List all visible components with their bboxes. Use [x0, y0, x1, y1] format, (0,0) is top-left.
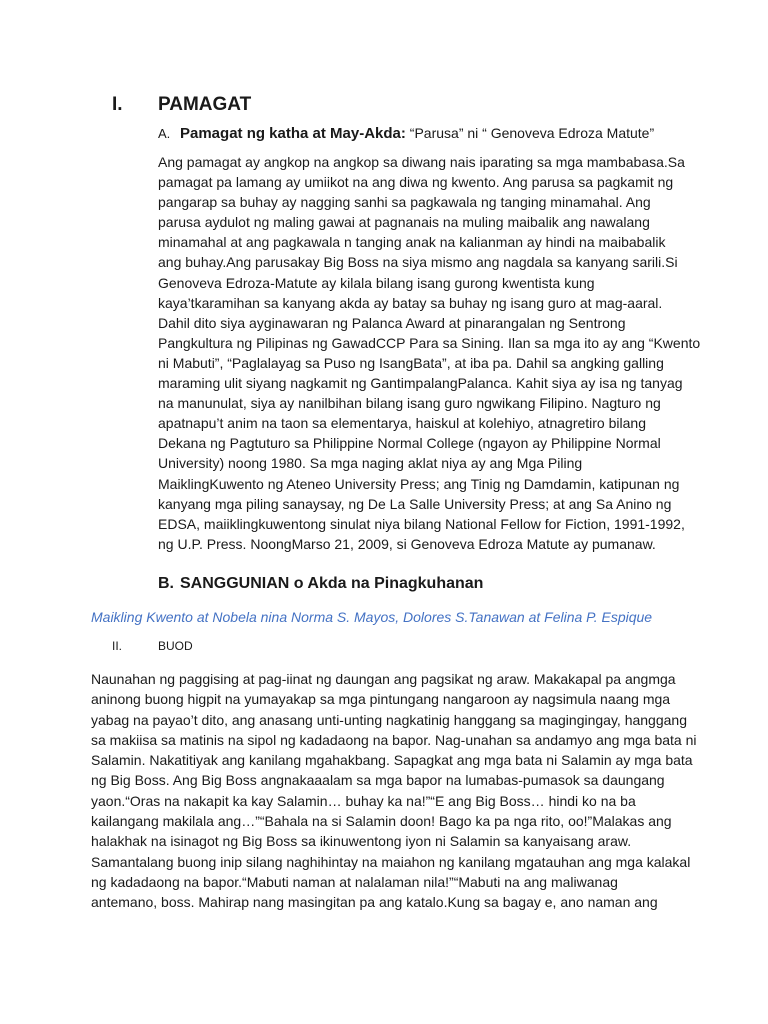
text-line: apatnapu’t anim na taon sa elementarya, haiskul at kolehiyo, atnagretiro bilang: [158, 415, 646, 432]
text-line: pamagat pa lamang ay umiikot na ang diwa ng kwento. Ang parusa sa pagkamit ng: [158, 174, 674, 191]
subsection-a: [158, 125, 654, 142]
text-line: na manunulat, siya ay nanilbihan bilang isang guro ngwikang Filipino. Nagturo ng: [158, 395, 661, 412]
text-line: Dahil dito siya ayginawaran ng Palanca Award at pinarangalan ng Sentrong: [158, 314, 626, 331]
text-line: ng Big Boss. Ang Big Boss angnakaaalam sa mga bapor na lumabas-pumasok sa daungang: [91, 772, 665, 789]
text-line: MaiklingKuwento ng Ateneo University Press; ang Tinig ng Damdamin, katipunan ng: [158, 475, 680, 492]
paragraph-buod: [91, 669, 697, 913]
text-line: Genoveva Edroza-Matute ay kilala bilang isang gurong kwentista kung: [158, 274, 595, 291]
paragraph-pamagat: [158, 152, 701, 554]
section-number: I.: [112, 94, 123, 115]
text-line: ng kadadaong na bapor.“Mabuti naman at nalalaman nila!”“Mabuti na ang maliwanag: [91, 873, 618, 890]
subsection-value: “Parusa” ni “ Genoveva Edroza Matute”: [409, 125, 655, 141]
subsection-label: Pamagat ng katha at May-Akda:: [180, 125, 406, 142]
text-line: kailangang makilala ang…”“Bahala na si Salamin doon! Bago ka pa nga rito, oo!”Malakas ang: [91, 813, 672, 830]
text-line: aninong buong higpit na yumayakap sa mga pintungang nangaroon ay nagsimula naang mga: [91, 691, 671, 708]
text-line: ng U.P. Press. NoongMarso 21, 2009, si Genoveva Edroza Matute ay pumanaw.: [158, 535, 656, 552]
text-line: ni Mabuti”, “Paglalayag sa Puso ng IsangBata”, at iba pa. Dahil sa angking galling: [158, 354, 664, 371]
section-heading-b: [158, 575, 483, 593]
text-line: Samantalang buong inip silang naghihintay na maiahon ng kanilang mgatauhan ang mga kalakal: [91, 853, 691, 870]
text-line: University) noong 1980. Sa mga naging aklat niya ay ang Mga Piling: [158, 455, 583, 472]
section-title: BUOD: [158, 639, 193, 653]
text-line: minamahal at ang pagkawala n tanging anak na kalianman ay hindi na maibabalik: [158, 234, 666, 251]
text-line: kanyang mga piling sanaysay, ng De La Salle University Press; at ang Sa Anino ng: [158, 495, 672, 512]
text-line: ang buhay.Ang parusakay Big Boss na siya mismo ang nagdala sa kanyang sarili.Si: [158, 254, 678, 271]
text-line: yabag na payao’t dito, ang anasang unti-unting nagkatinig hanggang sa magingingay, hanggang: [91, 711, 687, 728]
text-line: Salamin. Nakatitiyak ang kanilang mgahakbang. Sapagkat ang mga bata ni Salamin ay mga bata: [91, 752, 693, 769]
text-line: halakhak na isinagot ng Big Boss sa ikinuwentong iyon ni Salamin sa kanyaisang araw.: [91, 833, 632, 850]
section-number: II.: [112, 639, 123, 653]
text-line: EDSA, maiiklingkuwentong sinulat niya bilang National Fellow for Fiction, 1991-1992,: [158, 515, 685, 532]
text-line: Ang pamagat ay angkop na angkop sa diwang nais iparating sa mga mambabasa.Sa: [158, 154, 685, 170]
text-line: kaya’tkaramihan sa kanyang akda ay batay sa buhay ng isang guro at mag-aaral.: [158, 294, 663, 311]
section-title: SANGGUNIAN o Akda na Pinagkuhanan: [180, 575, 484, 592]
text-line: maraming ulit siyang nagkamit ng GantimpalangPalanca. Kahit siya ay isa ng tanyag: [158, 375, 683, 392]
text-line: yaon.“Oras na nakapit ka kay Salamin… buhay ka na!”“E ang Big Boss… hindi ko na ba: [91, 792, 636, 809]
text-line: pangarap sa buhay ay nagging sanhi sa pagkawala ng tanging minamahal. Ang: [158, 194, 651, 211]
section-title: PAMAGAT: [158, 94, 252, 115]
section-heading-2: [112, 639, 193, 653]
text-line: parusa aydulot ng maling gawai at pagnanais na muling maibalik ang nawalang: [158, 214, 650, 231]
text-line: Naunahan ng paggising at pag-iinat ng daungan ang pagsikat ng araw. Makakapal pa angmga: [91, 671, 676, 687]
text-line: Pangkultura ng Pilipinas ng GawadCCP Para sa Sining. Ilan sa mga ito ay ang “Kwento: [158, 334, 701, 351]
reference-citation: Maikling Kwento at Nobela nina Norma S. Mayos, Dolores S.Tanawan at Felina P. Espique: [91, 609, 653, 625]
section-heading-1: [112, 94, 251, 116]
text-line: antemano, boss. Mahirap nang masingitan pa ang katalo.Kung sa bagay e, ano naman ang: [91, 894, 658, 911]
text-line: sa makiisa sa matinis na sipol ng kadadaong na bapor. Nag-unahan sa andamyo ang mga bata ni: [91, 731, 697, 748]
subsection-letter: A.: [158, 126, 171, 141]
text-line: Dekana ng Pagtuturo sa Philippine Normal College (ngayon ay Philippine Normal: [158, 435, 661, 452]
section-letter: B.: [158, 575, 174, 592]
